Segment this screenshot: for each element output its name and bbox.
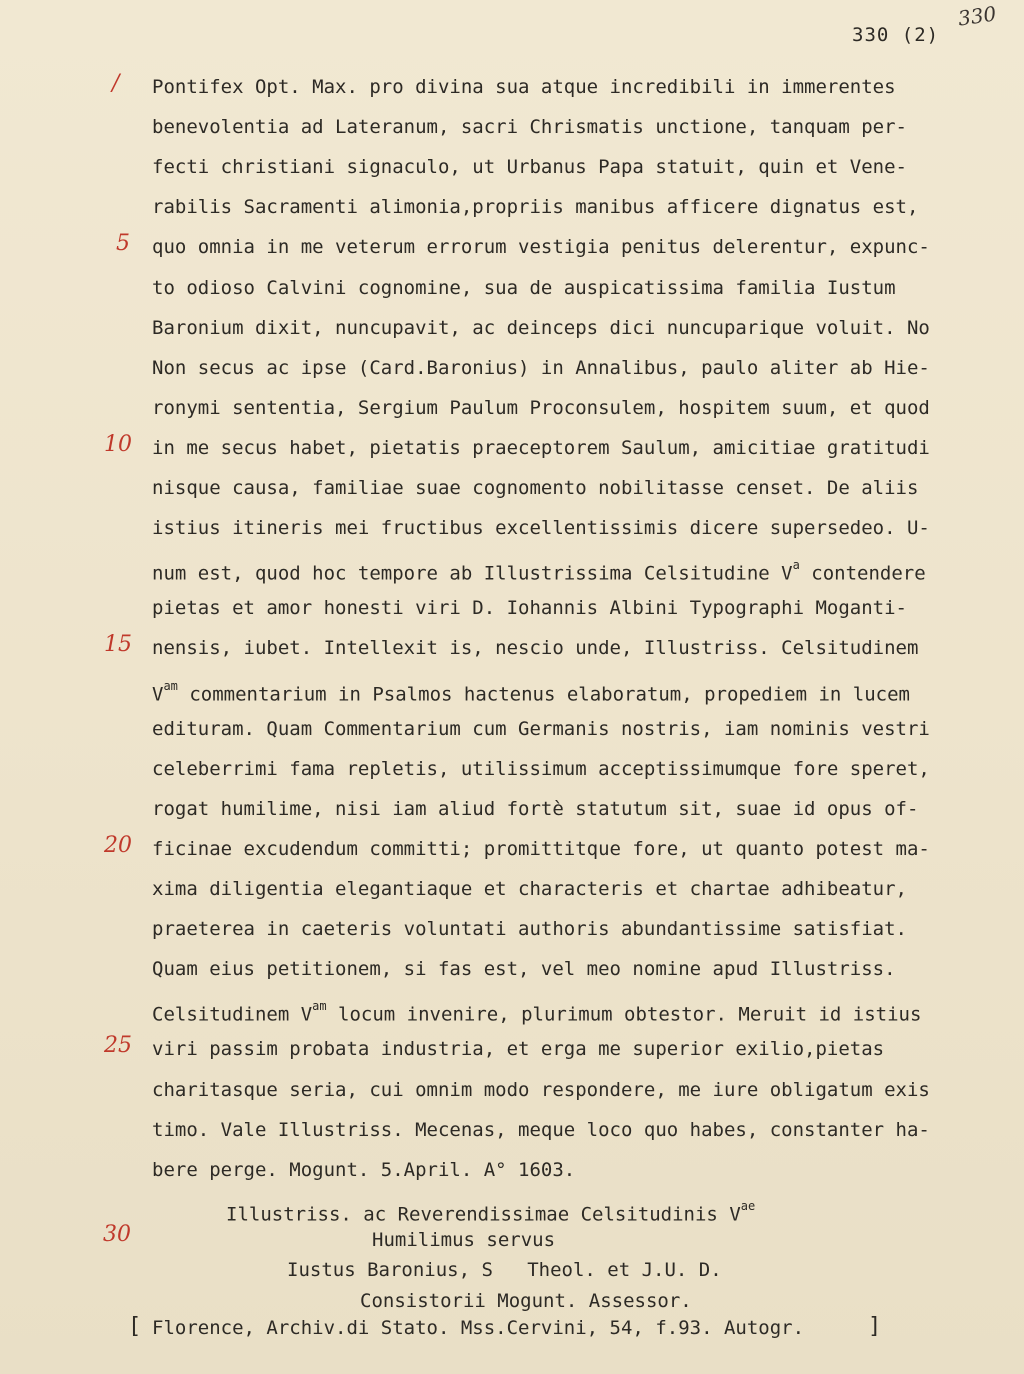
body-line-text: ronymi sententia, Sergium Paulum Proconsulem, hospitem suum, et quod	[152, 397, 930, 419]
signature-office: Consistorii Mogunt. Assessor.	[360, 1290, 692, 1312]
body-line-text: edituram. Quam Commentarium cum Germanis nostris, iam nominis vestri	[152, 718, 930, 740]
body-line	[152, 797, 918, 821]
margin-line-number: 5	[116, 231, 130, 256]
body-line	[152, 436, 930, 460]
body-line-text: istius itineris mei fructibus excellentissimis dicere supersedeo. U-	[152, 517, 930, 539]
body-line-text: Celsitudinem V	[152, 1003, 313, 1026]
body-line	[152, 596, 907, 620]
body-line-text: fecti christiani signaculo, ut Urbanus Papa statuit, quin et Vene-	[152, 156, 907, 178]
body-line-text: rabilis Sacramenti alimonia,propriis manibus afficere dignatus est,	[152, 196, 919, 218]
margin-line-number: 20	[104, 833, 132, 858]
superscript-abbreviation: a	[792, 558, 800, 572]
closing-salutation	[226, 1197, 755, 1226]
body-line-text: viri passim probata industria, et erga me superior exilio,pietas	[152, 1038, 885, 1060]
body-line-text: V	[152, 683, 164, 706]
body-line-text: charitasque seria, cui omnim modo respondere, me iure obligatum exis	[152, 1079, 930, 1101]
body-line	[152, 115, 907, 139]
body-line	[152, 877, 907, 901]
handwritten-page-number: 330	[956, 1, 998, 31]
body-line-text: xima diligentia elegantiaque et characteris et chartae adhibeatur,	[152, 878, 907, 900]
body-line	[152, 516, 930, 540]
body-line-text: rogat humilime, nisi iam aliud fortè statutum sit, suae id opus of-	[152, 798, 919, 820]
body-line-text: nisque causa, familiae suae cognomento nobilitasse censet. De aliis	[152, 477, 919, 499]
body-line-continuation: locum invenire, plurimum obtestor. Meruit id istius	[326, 1003, 922, 1026]
body-line	[152, 235, 930, 259]
body-line	[152, 757, 930, 781]
body-line	[152, 917, 907, 941]
body-line	[152, 476, 918, 500]
body-line	[152, 75, 896, 99]
superscript-abbreviation: am	[312, 999, 327, 1013]
body-line	[152, 396, 930, 420]
body-line	[152, 677, 910, 706]
body-line-text: benevolentia ad Lateranum, sacri Chrismatis unctione, tanquam per-	[152, 116, 907, 138]
body-line-text: Non secus ac ipse (Card.Baronius) in Annalibus, paulo aliter ab Hie-	[152, 357, 930, 379]
body-line	[152, 1078, 930, 1102]
body-line-text: Pontifex Opt. Max. pro divina sua atque incredibili in immerentes	[152, 76, 896, 98]
body-line	[152, 837, 930, 861]
signature-name: Iustus Baronius, S Theol. et J.U. D.	[287, 1259, 722, 1281]
body-line	[152, 997, 921, 1026]
page-number: 330 (2)	[852, 24, 940, 46]
closing-humble: Humilimus servus	[372, 1229, 556, 1251]
margin-line-number-30: 30	[103, 1222, 131, 1247]
margin-line-number: 15	[104, 632, 132, 657]
source-citation: Florence, Archiv.di Stato. Mss.Cervini, 54, f.93. Autogr.	[152, 1317, 805, 1339]
body-line	[152, 276, 896, 300]
superscript-abbreviation: am	[163, 679, 178, 693]
closing-salutation-text: Illustriss. ac Reverendissimae Celsitudinis V	[226, 1203, 741, 1226]
body-line	[152, 717, 930, 741]
body-line-continuation: commentarium in Psalmos hactenus elaboratum, propediem in lucem	[177, 683, 910, 706]
body-line	[152, 1158, 575, 1182]
margin-line-number: /	[112, 71, 120, 96]
body-line-text: to odioso Calvini cognomine, sua de auspicatissima familia Iustum	[152, 277, 896, 299]
body-line	[152, 556, 926, 585]
source-close-bracket: ]	[868, 1314, 882, 1339]
source-open-bracket: [	[128, 1314, 142, 1339]
body-line-text: praeterea in caeteris voluntati authoris abundantissime satisfiat.	[152, 918, 907, 940]
body-line-text: Baronium dixit, nuncupavit, ac deinceps dici nuncuparique voluit. No	[152, 317, 930, 339]
body-line-text: bere perge. Mogunt. 5.April. A° 1603.	[152, 1159, 576, 1181]
body-line-text: nensis, iubet. Intellexit is, nescio unde, Illustriss. Celsitudinem	[152, 637, 919, 659]
body-line	[152, 1037, 884, 1061]
body-line-text: Quam eius petitionem, si fas est, vel meo nomine apud Illustriss.	[152, 958, 896, 980]
body-line-text: ficinae excudendum committi; promittitque fore, ut quanto potest ma-	[152, 838, 930, 860]
margin-line-number: 10	[104, 432, 132, 457]
body-line	[152, 316, 930, 340]
body-line	[152, 1118, 930, 1142]
body-line-text: pietas et amor honesti viri D. Iohannis Albini Typographi Moganti-	[152, 597, 907, 619]
body-line-text: num est, quod hoc tempore ab Illustrissima Celsitudine V	[152, 562, 793, 585]
body-line-continuation: contendere	[799, 562, 926, 585]
body-line-text: in me secus habet, pietatis praeceptorem Saulum, amicitiae gratitudi	[152, 437, 930, 459]
body-line-text: timo. Vale Illustriss. Mecenas, meque loco quo habes, constanter ha-	[152, 1119, 930, 1141]
body-line	[152, 356, 930, 380]
body-line-text: celeberrimi fama repletis, utilissimum acceptissimumque fore speret,	[152, 758, 930, 780]
body-line	[152, 155, 907, 179]
closing-salutation-sup: ae	[740, 1199, 756, 1213]
body-line	[152, 636, 918, 660]
body-line	[152, 957, 896, 981]
body-line-text: quo omnia in me veterum errorum vestigia penitus delerentur, expunc-	[152, 236, 930, 258]
body-line	[152, 195, 918, 219]
margin-line-number: 25	[104, 1033, 132, 1058]
